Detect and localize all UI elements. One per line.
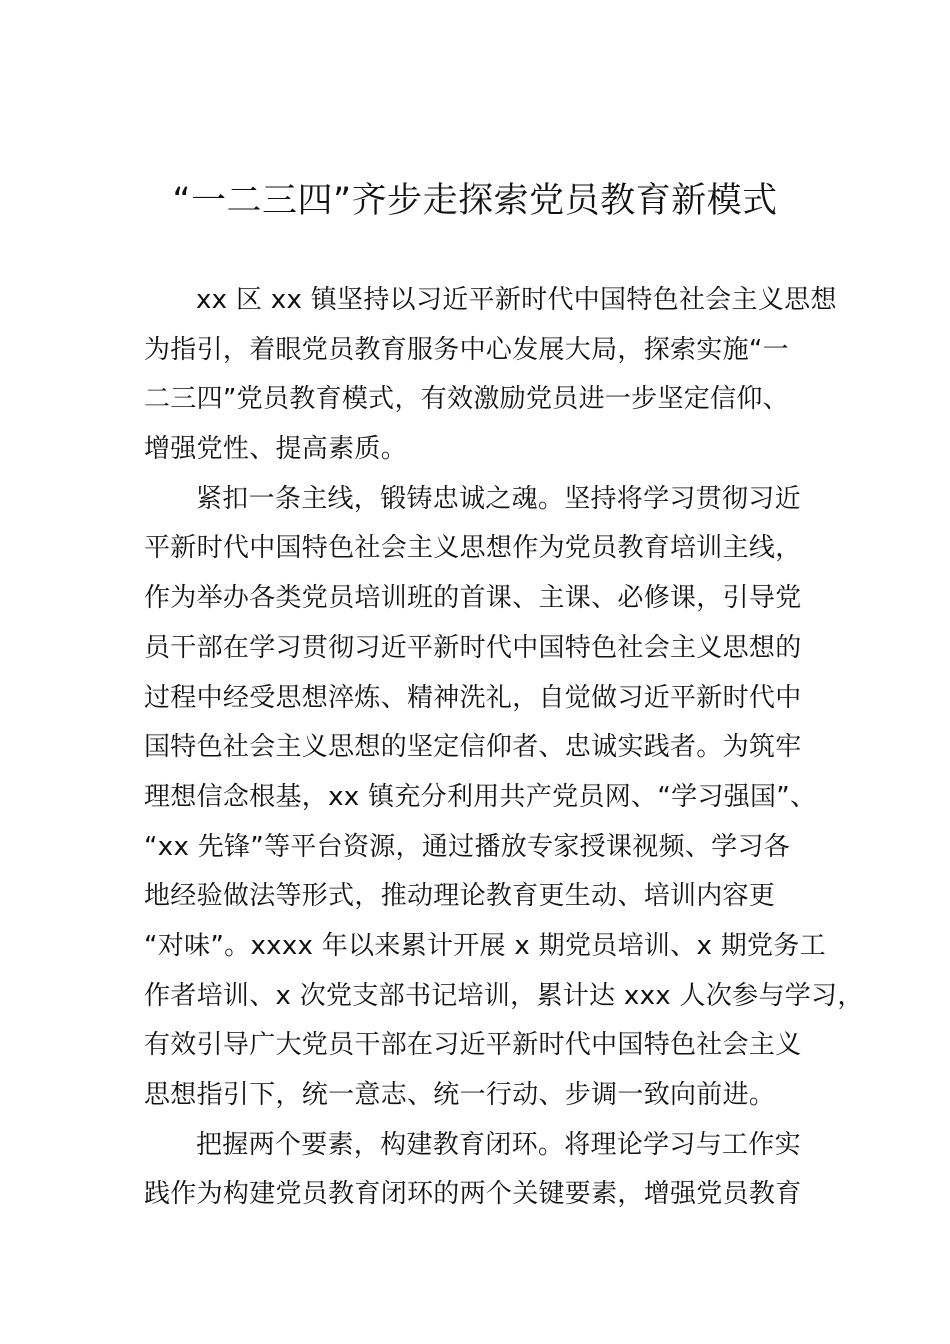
paragraph-line: 理想信念根基，xx 镇充分利用共产党员网、“学习强国”、 xyxy=(144,781,817,812)
paragraph-line: “xx 先锋”等平台资源，通过播放专家授课视频、学习各 xyxy=(144,831,791,862)
paragraph-line: “对味”。xxxx 年以来累计开展 x 期党员培训、x 期党务工 xyxy=(144,930,826,961)
paragraph-1 xyxy=(144,276,837,475)
paragraph-line: 地经验做法等形式，推动理论教育更生动、培训内容更 xyxy=(144,881,776,912)
paragraph-line: 紧扣一条主线，锻铸忠诚之魂。坚持将学习贯彻习近 xyxy=(196,483,801,514)
paragraph-line: 二三四”党员教育模式，有效激励党员进一步坚定信仰、 xyxy=(144,384,789,415)
paragraph-line: 作为举办各类党员培训班的首课、主课、必修课，引导党 xyxy=(144,583,802,614)
paragraph-line: 国特色社会主义思想的坚定信仰者、忠诚实践者。为筑牢 xyxy=(144,732,802,763)
paragraph-line: 员干部在学习贯彻习近平新时代中国特色社会主义思想的 xyxy=(144,632,802,663)
paragraph-line: 平新时代中国特色社会主义思想作为党员教育培训主线， xyxy=(144,533,802,564)
paragraph-line: 过程中经受思想淬炼、精神洗礼，自觉做习近平新时代中 xyxy=(144,682,802,713)
document-title: “一二三四”齐步走探索党员教育新模式 xyxy=(172,181,778,221)
paragraph-line: 作者培训、x 次党支部书记培训，累计达 xxx 人次参与学习， xyxy=(144,980,864,1011)
paragraph-line: 有效引导广大党员干部在习近平新时代中国特色社会主义 xyxy=(144,1030,802,1061)
paragraph-line: 把握两个要素，构建教育闭环。将理论学习与工作实 xyxy=(196,1129,801,1160)
paragraph-2 xyxy=(144,475,864,1121)
paragraph-line: xx 区 xx 镇坚持以习近平新时代中国特色社会主义思想 xyxy=(196,285,837,315)
paragraph-line: 践作为构建党员教育闭环的两个关键要素，增强党员教育 xyxy=(144,1179,802,1210)
paragraph-line: 为指引，着眼党员教育服务中心发展大局，探索实施“一 xyxy=(144,334,789,365)
document-body xyxy=(144,276,864,1220)
paragraph-line: 思想指引下，统一意志、统一行动、步调一致向前进。 xyxy=(144,1080,776,1110)
paragraph-3 xyxy=(144,1121,824,1220)
paragraph-line: 增强党性、提高素质。 xyxy=(144,434,408,465)
